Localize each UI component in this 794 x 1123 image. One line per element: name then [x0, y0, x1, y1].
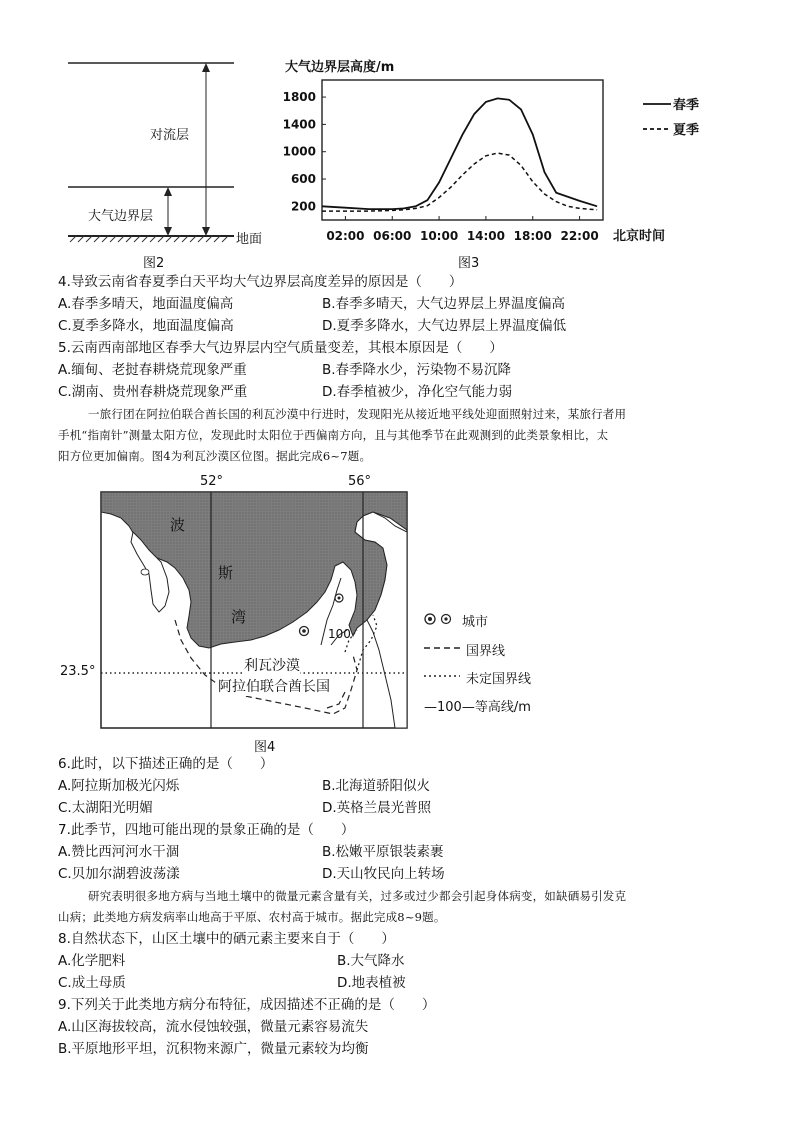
q5-option-a: A.缅甸、老挝春耕烧荒现象严重	[58, 362, 247, 378]
legend-city: 城市	[462, 615, 489, 630]
y-tick-label: 200	[290, 199, 316, 214]
figure-3-chart	[280, 74, 720, 254]
passage-1-line-2: 手机“指南针”测量太阳方位，发现此时太阳位于西偏南方向，且与其他季节在此观测到的此类景象相比，太	[58, 428, 609, 442]
legend-border: 国界线	[466, 644, 506, 659]
passage-1-line-1: 一旅行团在阿拉伯联合酋长国的利瓦沙漠中行进时，发现阳光从接近地平线处迎面照射过来，某旅行者用	[88, 407, 627, 421]
q5-stem: 5.云南西南部地区春季大气边界层内空气质量变差，其根本原因是（ ）	[58, 340, 503, 356]
y-tick-label: 1000	[282, 144, 316, 159]
map-gulf-char-1: 波	[170, 516, 186, 534]
figure-4-caption: 图4	[254, 740, 276, 755]
chart-ylabel: 大气边界层高度/m	[285, 60, 395, 75]
map-lat-23-5: 23.5°	[60, 664, 96, 679]
q5-option-b: B.春季降水少，污染物不易沉降	[322, 362, 512, 378]
q6-stem: 6.此时，以下描述正确的是（ ）	[58, 756, 274, 772]
label-boundary-layer: 大气边界层	[88, 209, 154, 224]
q4-option-d: D.夏季多降水，大气边界层上界温度偏低	[322, 318, 567, 334]
q4-option-b: B.春季多晴天，大气边界层上界温度偏高	[322, 296, 566, 312]
q6-option-d: D.英格兰晨光普照	[322, 800, 432, 816]
x-tick-label: 02:00	[326, 229, 365, 243]
map-lon-56: 56°	[348, 474, 372, 489]
q8-option-a: A.化学肥料	[58, 953, 126, 969]
q4-option-a: A.春季多晴天，地面温度偏高	[58, 296, 234, 312]
label-ground: 地面	[236, 232, 263, 247]
x-tick-label: 14:00	[466, 229, 506, 243]
q9-option-a: A.山区海拔较高，流水侵蚀较强，微量元素容易流失	[58, 1019, 369, 1035]
x-tick-label: 18:00	[513, 229, 552, 243]
passage-1-line-3: 阳方位更加偏南。图4为利瓦沙漠区位图。据此完成6~7题。	[58, 449, 372, 463]
q5-option-d: D.春季植被少，净化空气能力弱	[322, 384, 513, 400]
legend-undefined-border: 未定国界线	[466, 672, 532, 687]
figure-2-caption: 图2	[143, 256, 165, 271]
map-country-label: 阿拉伯联合酋长国	[218, 676, 330, 696]
q7-option-c: C.贝加尔湖碧波荡漾	[58, 866, 180, 882]
q6-option-b: B.北海道骄阳似火	[322, 778, 431, 794]
q8-option-c: C.成土母质	[58, 975, 126, 991]
q9-option-b: B.平原地形平坦，沉积物来源广，微量元素较为均衡	[58, 1041, 369, 1057]
q4-stem: 4.导致云南省春夏季白天平均大气边界层高度差异的原因是（ ）	[58, 274, 463, 290]
x-tick-label: 22:00	[560, 229, 599, 243]
passage-2-line-1: 研究表明很多地方病与当地土壤中的微量元素含量有关，过多或过少都会引起身体病变，如缺硒易引发克	[88, 889, 627, 903]
map-desert-label: 利瓦沙漠	[244, 655, 300, 675]
q8-stem: 8.自然状态下，山区土壤中的硒元素主要来自于（ ）	[58, 931, 395, 947]
q8-option-d: D.地表植被	[337, 975, 406, 991]
legend-label-spring: 春季	[673, 98, 700, 113]
q8-option-b: B.大气降水	[337, 953, 405, 969]
chart-plot-frame	[322, 80, 603, 220]
map-contour-value: 100	[328, 627, 351, 641]
q7-option-a: A.赞比西河河水干涸	[58, 844, 180, 860]
x-tick-label: 10:00	[419, 229, 459, 243]
passage-2-line-2: 山病；此类地方病发病率山地高于平原、农村高于城市。据此完成8~9题。	[58, 910, 446, 924]
q4-option-c: C.夏季多降水，地面温度偏高	[58, 318, 234, 334]
map-lon-52: 52°	[200, 474, 224, 489]
q9-stem: 9.下列关于此类地方病分布特征，成因描述不正确的是（ ）	[58, 997, 436, 1013]
q6-option-a: A.阿拉斯加极光闪烁	[58, 778, 180, 794]
x-tick-label: 06:00	[373, 229, 412, 243]
q7-stem: 7.此季节，四地可能出现的景象正确的是（ ）	[58, 822, 355, 838]
q7-option-d: D.天山牧民向上转场	[322, 866, 445, 882]
q5-option-c: C.湖南、贵州春耕烧荒现象严重	[58, 384, 248, 400]
q6-option-c: C.太湖阳光明媚	[58, 800, 153, 816]
chart-xlabel: 北京时间	[613, 229, 666, 244]
y-tick-label: 600	[290, 172, 316, 187]
label-troposphere: 对流层	[150, 128, 190, 143]
series-line-summer	[322, 153, 597, 211]
map-gulf-char-3: 湾	[231, 608, 247, 626]
y-tick-label: 1400	[282, 117, 316, 132]
series-line-spring	[322, 98, 597, 209]
y-tick-label: 1800	[282, 90, 316, 105]
map-gulf-char-2: 斯	[218, 564, 234, 582]
q7-option-b: B.松嫩平原银装素裹	[322, 844, 444, 860]
figure-3-caption: 图3	[458, 256, 480, 271]
legend-label-summer: 夏季	[673, 123, 700, 138]
legend-contour: —100—等高线/m	[424, 700, 531, 715]
